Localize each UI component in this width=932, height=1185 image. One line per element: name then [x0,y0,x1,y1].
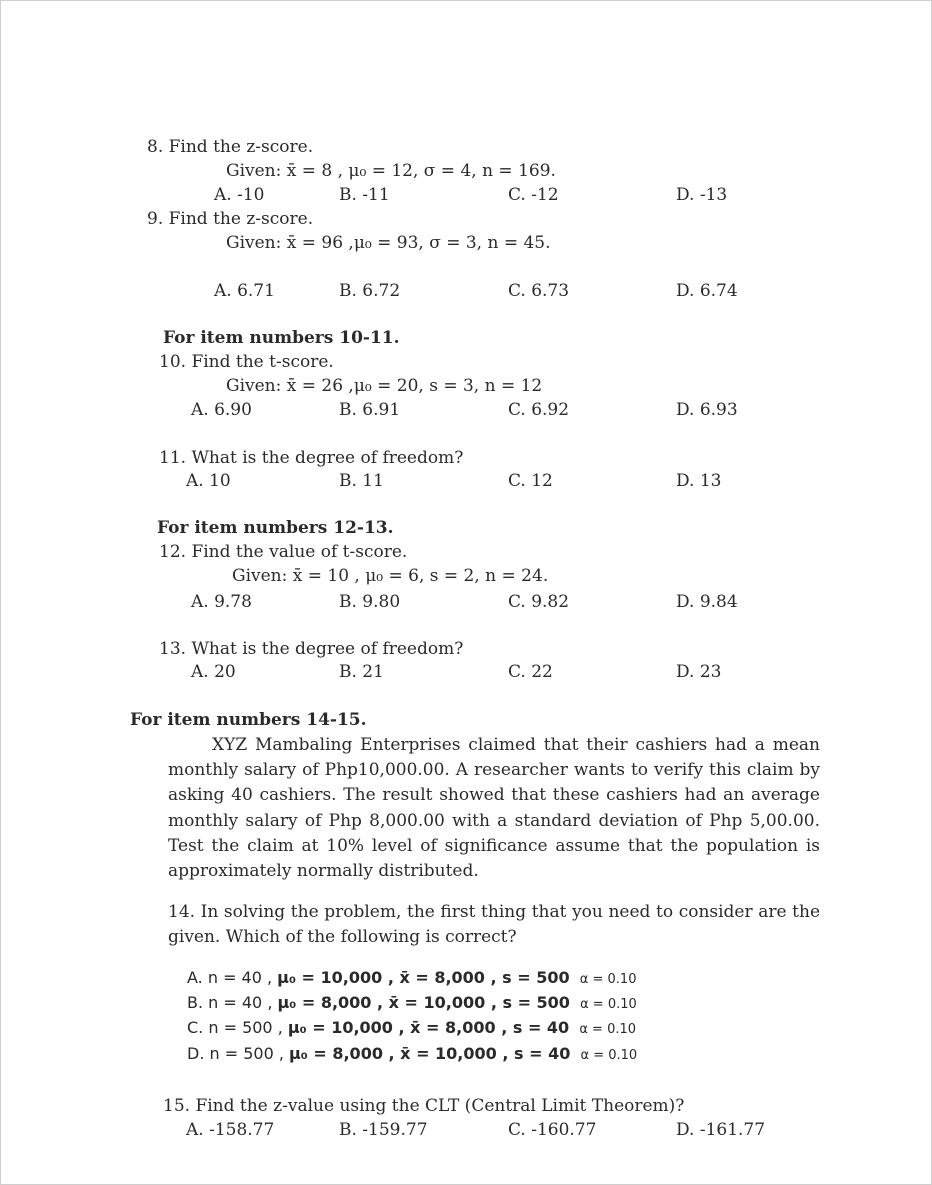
problem-paragraph [168,733,820,884]
q14-option-a-alpha: α = 0.10 [579,972,637,987]
q14-option-c-mu: μ₀ = 10,000 , x̄ = 8,000 [287,1018,496,1037]
q14-option-b[interactable] [187,992,637,1016]
q10-option-c[interactable]: C. 6.92 [508,400,570,420]
q10-option-d[interactable]: D. 6.93 [676,400,738,420]
q9-option-a[interactable]: A. 6.71 [214,281,275,301]
q14-option-b-s: , s = 500 [485,993,570,1012]
q11-option-b[interactable]: B. 11 [339,471,384,491]
q14-option-b-mu: μ₀ = 8,000 , x̄ = 10,000 [277,993,486,1012]
problem-paragraph-text: XYZ Mambaling Enterprises claimed that their cashiers had a mean monthly salary of Php10,000.00. A researcher wants to verify this claim by asking 40 cashiers. The result showed that these cashiers had an average monthly salary of Php 8,000.00 with a standard deviation of Php 5,00.00. Test the claim at 10% level of significance assume that the population is approximately normally distributed. [168,735,820,882]
q14-option-c-alpha: α = 0.10 [579,1022,637,1037]
q13-option-a[interactable]: A. 20 [191,662,236,682]
q14-option-d-label: D. n = 500 , [187,1044,290,1063]
q13-option-d[interactable]: D. 23 [676,662,722,682]
q12-given: Given: x̄ = 10 , μ₀ = 6, s = 2, n = 24. [232,566,549,586]
q8-stem: 8. Find the z-score. [147,137,314,157]
q14-option-d-mu: μ₀ = 8,000 , x̄ = 10,000 [289,1044,497,1063]
q14-option-c[interactable] [187,1017,636,1041]
q15-option-b[interactable]: B. -159.77 [339,1120,428,1140]
q9-given: Given: x̄ = 96 ,μ₀ = 93, σ = 3, n = 45. [226,233,551,253]
q12-stem: 12. Find the value of t-score. [159,542,408,562]
q13-stem: 13. What is the degree of freedom? [159,639,464,659]
q8-option-b[interactable]: B. -11 [339,185,390,205]
q15-option-c[interactable]: C. -160.77 [508,1120,597,1140]
q14-option-d-alpha: α = 0.10 [580,1048,638,1063]
section-heading-14-15: For item numbers 14-15. [130,710,367,730]
section-heading-10-11: For item numbers 10-11. [163,328,400,348]
q11-option-a[interactable]: A. 10 [186,471,231,491]
q11-option-d[interactable]: D. 13 [676,471,722,491]
q12-option-b[interactable]: B. 9.80 [339,592,401,612]
q8-option-a[interactable]: A. -10 [214,185,265,205]
q8-option-d[interactable]: D. -13 [676,185,728,205]
q15-stem: 15. Find the z-value using the CLT (Central Limit Theorem)? [163,1096,685,1116]
q11-stem: 11. What is the degree of freedom? [159,448,464,468]
q13-option-b[interactable]: B. 21 [339,662,384,682]
q10-given: Given: x̄ = 26 ,μ₀ = 20, s = 3, n = 12 [226,376,543,396]
q9-option-b[interactable]: B. 6.72 [339,281,401,301]
q9-stem: 9. Find the z-score. [147,209,314,229]
q15-option-a[interactable]: A. -158.77 [186,1120,275,1140]
q10-option-a[interactable]: A. 6.90 [191,400,252,420]
q9-option-d[interactable]: D. 6.74 [676,281,738,301]
q14-option-c-s: , s = 40 [495,1018,570,1037]
q12-option-a[interactable]: A. 9.78 [191,592,252,612]
q12-option-d[interactable]: D. 9.84 [676,592,738,612]
q15-option-d[interactable]: D. -161.77 [676,1120,766,1140]
q14-option-b-alpha: α = 0.10 [580,997,637,1012]
q14-option-b-label: B. n = 40 , [187,993,278,1012]
q11-option-c[interactable]: C. 12 [508,471,553,491]
section-heading-12-13: For item numbers 12-13. [157,518,394,538]
q8-given: Given: x̄ = 8 , μ₀ = 12, σ = 4, n = 169. [226,161,556,181]
q10-stem: 10. Find the t-score. [159,352,334,372]
q14-option-d[interactable] [187,1043,637,1067]
q14-option-a[interactable] [187,967,636,991]
q14-option-d-s: , s = 40 [496,1044,571,1063]
q10-option-b[interactable]: B. 6.91 [339,400,401,420]
q13-option-c[interactable]: C. 22 [508,662,553,682]
q14-option-a-s: , s = 500 [484,968,570,987]
q14-stem: 14. In solving the problem, the first thing that you need to consider are the given. Which of the following is correct? [168,902,820,947]
q14-option-c-label: C. n = 500 , [187,1018,288,1037]
q12-option-c[interactable]: C. 9.82 [508,592,570,612]
q14-option-a-label: A. n = 40 , [187,968,278,987]
q14-option-a-mu: μ₀ = 10,000 , x̄ = 8,000 [277,968,485,987]
q8-option-c[interactable]: C. -12 [508,185,559,205]
q9-option-c[interactable]: C. 6.73 [508,281,570,301]
